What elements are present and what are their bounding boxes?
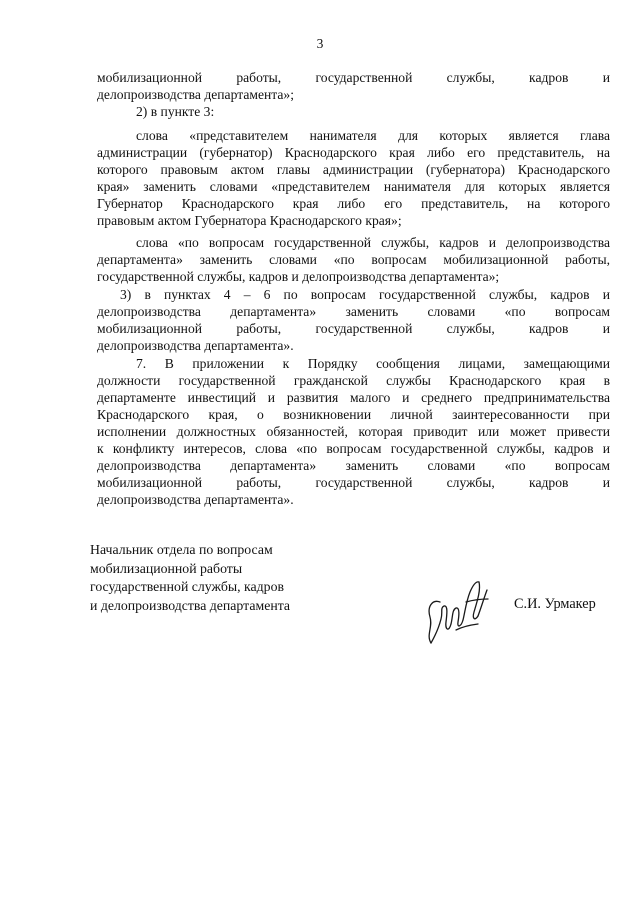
text-line: департаменте инвестиций и развития малого и среднего предпринимательства [97,390,610,405]
signature-title [90,541,290,615]
text-line: Губернатор Краснодарского края либо его представитель, на которого [97,196,610,211]
text-line: департамента» заменить словами «по вопросам мобилизационной работы, [97,252,610,267]
text-line: администрации (губернатор) Краснодарского края либо его представитель, на [97,145,610,160]
text-line: делопроизводства департамента»; [97,87,294,102]
signature-title-line: Начальник отдела по вопросам [90,542,273,557]
text-line: 3) в пунктах 4 – 6 по вопросам государственной службы, кадров и [120,287,610,302]
text-line: делопроизводства департамента» заменить словами «по вопросам [97,458,610,473]
text-line: должности государственной гражданской службы Краснодарского края в [97,373,610,388]
text-line: слова «по вопросам государственной службы, кадров и делопроизводства [136,235,610,250]
signature-title-line: мобилизационной работы [90,560,243,576]
text-line: которого правовым актом главы администрации (губернатора) Краснодарского [97,162,610,177]
text-line: 2) в пункте 3: [136,104,215,119]
text-line: к конфликту интересов, слова «по вопросам государственной службы, кадров и [97,441,610,456]
text-line: слова «представителем нанимателя для которых является глава [136,128,610,143]
text-line: 7. В приложении к Порядку сообщения лицами, замещающими [136,356,610,371]
text-line: делопроизводства департамента» заменить словами «по вопросам [97,304,610,319]
text-line: государственной службы, кадров и делопроизводства департамента»; [97,269,500,284]
text-line: делопроизводства департамента». [97,338,294,353]
signature-title-line: и делопроизводства департамента [90,597,291,613]
text-line: мобилизационной работы, государственной службы, кадров и [97,70,610,85]
text-line: правовым актом Губернатора Краснодарского края»; [97,213,402,228]
signature-title-line: государственной службы, кадров [90,579,284,594]
text-line: мобилизационной работы, государственной службы, кадров и [97,475,610,490]
handwritten-signature [418,572,498,652]
text-line: мобилизационной работы, государственной службы, кадров и [97,321,610,336]
text-line: края» заменить словами «представителем нанимателя для которых является [97,179,610,194]
text-line: Краснодарского края, о возникновении личной заинтересованности при [97,407,610,422]
signer-name: С.И. Урмакер [514,596,596,612]
text-line: исполнении должностных обязанностей, которая приводит или может привести [97,424,610,439]
text-line: делопроизводства департамента». [97,492,294,507]
page-number: 3 [316,36,324,51]
